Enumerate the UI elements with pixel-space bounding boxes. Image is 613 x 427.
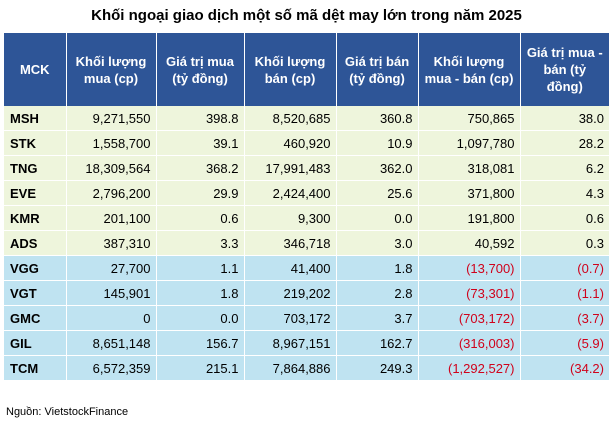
cell-ticker: ADS xyxy=(4,231,66,256)
cell-ticker: TCM xyxy=(4,356,66,381)
cell-sell-value: 362.0 xyxy=(336,156,418,181)
cell-net-value: 0.3 xyxy=(520,231,609,256)
cell-ticker: STK xyxy=(4,131,66,156)
cell-net-value: (0.7) xyxy=(520,256,609,281)
cell-sell-volume: 9,300 xyxy=(244,206,336,231)
cell-net-value: 28.2 xyxy=(520,131,609,156)
cell-ticker: GMC xyxy=(4,306,66,331)
cell-net-volume: (1,292,527) xyxy=(418,356,520,381)
header-net-volume: Khối lượng mua - bán (cp) xyxy=(418,33,520,106)
cell-sell-value: 25.6 xyxy=(336,181,418,206)
header-sell-value: Giá trị bán (tỷ đồng) xyxy=(336,33,418,106)
cell-sell-volume: 2,424,400 xyxy=(244,181,336,206)
cell-net-volume: (316,003) xyxy=(418,331,520,356)
cell-buy-volume: 1,558,700 xyxy=(66,131,156,156)
cell-sell-value: 162.7 xyxy=(336,331,418,356)
cell-buy-value: 29.9 xyxy=(156,181,244,206)
cell-sell-value: 249.3 xyxy=(336,356,418,381)
cell-buy-volume: 201,100 xyxy=(66,206,156,231)
table-body xyxy=(4,106,609,381)
table-row xyxy=(4,206,609,231)
cell-net-volume: (73,301) xyxy=(418,281,520,306)
cell-buy-volume: 145,901 xyxy=(66,281,156,306)
cell-sell-value: 3.0 xyxy=(336,231,418,256)
cell-sell-volume: 8,967,151 xyxy=(244,331,336,356)
cell-net-volume: 191,800 xyxy=(418,206,520,231)
cell-ticker: KMR xyxy=(4,206,66,231)
cell-buy-value: 3.3 xyxy=(156,231,244,256)
header-sell-volume: Khối lượng bán (cp) xyxy=(244,33,336,106)
cell-net-value: (5.9) xyxy=(520,331,609,356)
cell-buy-volume: 27,700 xyxy=(66,256,156,281)
header-buy-value: Giá trị mua (tỷ đồng) xyxy=(156,33,244,106)
header-row xyxy=(4,33,609,106)
table-row xyxy=(4,106,609,131)
cell-buy-value: 1.1 xyxy=(156,256,244,281)
table-row xyxy=(4,306,609,331)
cell-buy-value: 39.1 xyxy=(156,131,244,156)
cell-buy-volume: 8,651,148 xyxy=(66,331,156,356)
cell-buy-value: 368.2 xyxy=(156,156,244,181)
cell-buy-value: 215.1 xyxy=(156,356,244,381)
cell-buy-value: 398.8 xyxy=(156,106,244,131)
table-row xyxy=(4,131,609,156)
cell-sell-value: 360.8 xyxy=(336,106,418,131)
source-note: Nguồn: VietstockFinance xyxy=(6,406,129,418)
cell-sell-volume: 17,991,483 xyxy=(244,156,336,181)
cell-net-volume: (13,700) xyxy=(418,256,520,281)
cell-sell-value: 10.9 xyxy=(336,131,418,156)
foreign-trading-table xyxy=(4,33,609,381)
cell-net-value: 38.0 xyxy=(520,106,609,131)
cell-sell-volume: 460,920 xyxy=(244,131,336,156)
cell-net-volume: 1,097,780 xyxy=(418,131,520,156)
cell-net-value: 0.6 xyxy=(520,206,609,231)
cell-buy-value: 0.6 xyxy=(156,206,244,231)
cell-sell-value: 2.8 xyxy=(336,281,418,306)
cell-net-value: 6.2 xyxy=(520,156,609,181)
cell-buy-volume: 0 xyxy=(66,306,156,331)
header-net-value: Giá trị mua - bán (tỷ đồng) xyxy=(520,33,609,106)
table-row xyxy=(4,281,609,306)
cell-buy-volume: 6,572,359 xyxy=(66,356,156,381)
table-row xyxy=(4,181,609,206)
cell-sell-volume: 703,172 xyxy=(244,306,336,331)
cell-buy-value: 156.7 xyxy=(156,331,244,356)
cell-sell-volume: 346,718 xyxy=(244,231,336,256)
cell-buy-volume: 2,796,200 xyxy=(66,181,156,206)
cell-net-value: (3.7) xyxy=(520,306,609,331)
cell-ticker: VGG xyxy=(4,256,66,281)
cell-ticker: GIL xyxy=(4,331,66,356)
cell-net-value: 4.3 xyxy=(520,181,609,206)
cell-net-volume: 371,800 xyxy=(418,181,520,206)
cell-sell-value: 1.8 xyxy=(336,256,418,281)
cell-ticker: EVE xyxy=(4,181,66,206)
cell-sell-volume: 41,400 xyxy=(244,256,336,281)
table-row xyxy=(4,156,609,181)
cell-buy-value: 0.0 xyxy=(156,306,244,331)
cell-net-value: (34.2) xyxy=(520,356,609,381)
header-buy-volume: Khối lượng mua (cp) xyxy=(66,33,156,106)
cell-buy-volume: 387,310 xyxy=(66,231,156,256)
cell-ticker: MSH xyxy=(4,106,66,131)
cell-net-volume: 40,592 xyxy=(418,231,520,256)
table-row xyxy=(4,356,609,381)
table-row xyxy=(4,331,609,356)
cell-ticker: TNG xyxy=(4,156,66,181)
cell-sell-value: 0.0 xyxy=(336,206,418,231)
cell-sell-volume: 8,520,685 xyxy=(244,106,336,131)
cell-sell-volume: 219,202 xyxy=(244,281,336,306)
cell-buy-volume: 18,309,564 xyxy=(66,156,156,181)
cell-ticker: VGT xyxy=(4,281,66,306)
table-row xyxy=(4,231,609,256)
cell-net-value: (1.1) xyxy=(520,281,609,306)
cell-net-volume: 318,081 xyxy=(418,156,520,181)
cell-buy-volume: 9,271,550 xyxy=(66,106,156,131)
table-row xyxy=(4,256,609,281)
header-ticker: MCK xyxy=(4,33,66,106)
table-title: Khối ngoại giao dịch một số mã dệt may lớn trong năm 2025 xyxy=(91,7,522,24)
cell-sell-value: 3.7 xyxy=(336,306,418,331)
cell-net-volume: (703,172) xyxy=(418,306,520,331)
cell-net-volume: 750,865 xyxy=(418,106,520,131)
cell-sell-volume: 7,864,886 xyxy=(244,356,336,381)
cell-buy-value: 1.8 xyxy=(156,281,244,306)
